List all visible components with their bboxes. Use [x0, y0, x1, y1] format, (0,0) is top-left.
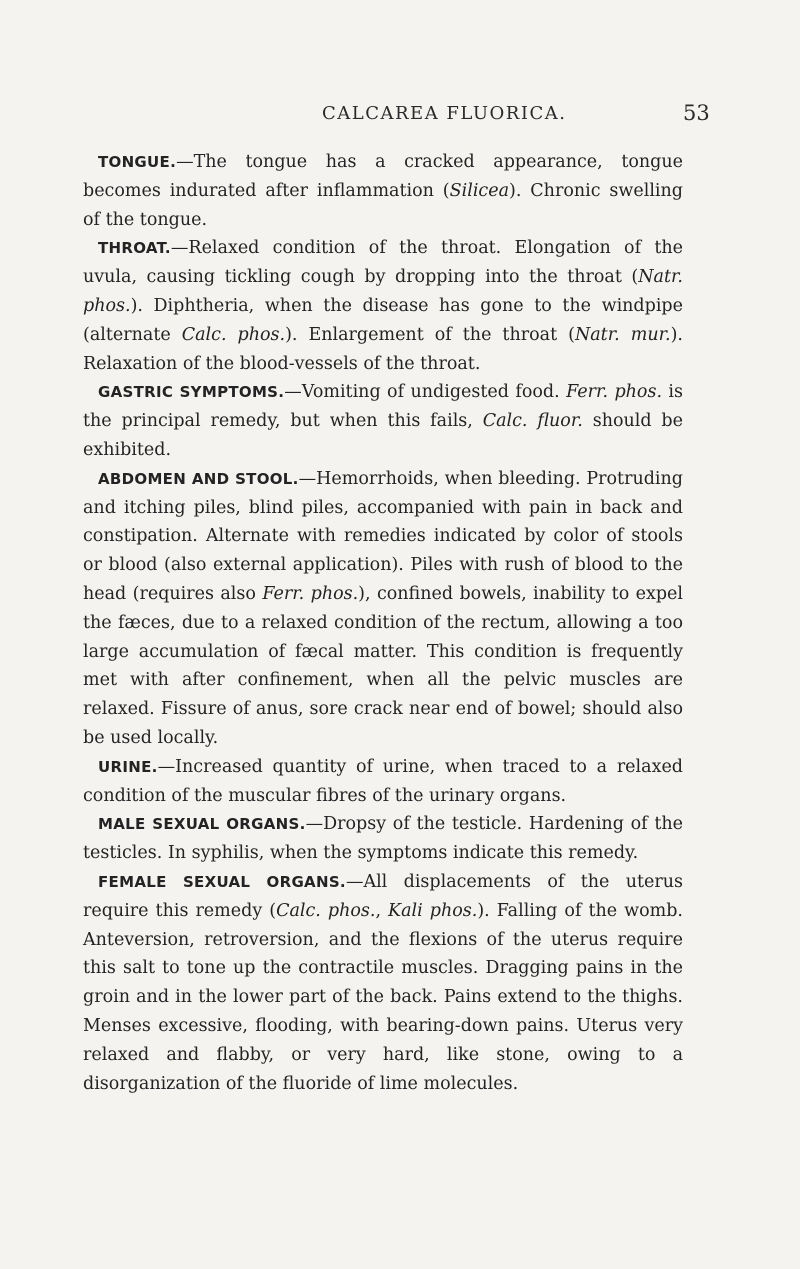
text-run: ). Chronic swelling of the tongue.: [83, 180, 683, 230]
remedy-name: Calc. fluor.: [482, 411, 583, 432]
section-male-sexual-organs: [83, 810, 683, 868]
section-abdomen-and-stool: [83, 465, 683, 753]
section-heading: FEMALE SEXUAL ORGANS.: [98, 872, 346, 891]
section-heading: THROAT.: [98, 239, 171, 258]
remedy-name: Ferr. phos.: [262, 583, 359, 604]
text-run: ). Relaxation of the blood-vessels of the throat.: [83, 324, 683, 374]
section-text: [83, 469, 683, 748]
section-text: [83, 238, 683, 373]
section-heading: GASTRIC SYMPTOMS.: [98, 383, 285, 402]
remedy-name: Calc. phos.: [276, 900, 376, 921]
text-run: —Dropsy of the testicle. Hardening of the testicles. In syphilis, when the symptoms indicate this remedy.: [83, 814, 684, 864]
section-heading: MALE SEXUAL ORGANS.: [98, 815, 306, 834]
remedy-name: Natr. phos.: [83, 267, 683, 316]
section-heading: TONGUE.: [98, 153, 177, 171]
page-header: [0, 103, 800, 133]
running-head: CALCAREA FLUORICA.: [322, 103, 567, 124]
text-run: ), confined bowels, inability to expel the fæces, due to a relaxed condition of the rectum, allowing a too large accumulation of fæcal matter. This condition is frequently met with after confinement, when all the pelvic muscles are relaxed. Fissure of anus, sore crack near end of bowel; should also be used locally.: [83, 583, 683, 748]
section-female-sexual-organs: [83, 868, 683, 1098]
remedy-name: Ferr. phos.: [566, 382, 663, 403]
remedy-name: Silicea: [449, 180, 510, 201]
text-run: ). Falling of the womb. Anteversion, retroversion, and the flexions of the uterus require this salt to tone up the contractile muscles. Dragging pains in the groin and in the lower part of the back. Pains extend to the thighs. Menses excessive, flooding, with bearing-down pains. Uterus very relaxed and flabby, or very hard, like stone, owing to a disorganization of the fluoride of lime molecules.: [83, 900, 683, 1094]
remedy-name: Natr. mur.: [574, 324, 671, 345]
text-run: —Hemorrhoids, when bleeding. Protruding and itching piles, blind piles, accompanied with pain in back and constipation. Alternate with remedies indicated by color of stools or blood (also external application). Piles with rush of blood to the head (requires also: [83, 468, 683, 604]
text-run: —Relaxed condition of the throat. Elongation of the uvula, causing tickling cough by dropping into the throat (: [83, 238, 683, 288]
page-number: 53: [683, 101, 710, 125]
text-run: ). Enlargement of the throat (: [285, 324, 575, 345]
section-heading: URINE.: [98, 757, 158, 776]
section-heading: ABDOMEN AND STOOL.: [98, 469, 299, 488]
text-run: —The tongue has a cracked appearance, tongue becomes indurated after inflammation (: [83, 152, 683, 201]
text-run: ,: [375, 900, 389, 921]
text-run: —Increased quantity of urine, when traced to a relaxed condition of the muscular fibres of the urinary organs.: [83, 756, 683, 806]
section-gastric-symptoms: [83, 378, 683, 464]
remedy-name: Calc. phos.: [181, 324, 286, 345]
page-body: [83, 148, 683, 1098]
section-throat: [83, 234, 683, 378]
section-text: [83, 872, 683, 1094]
remedy-name: Kali phos.: [388, 900, 478, 921]
text-run: —All displacements of the uterus require this remedy (: [83, 871, 684, 921]
text-run: should be exhibited.: [83, 411, 683, 460]
text-run: is the principal remedy, but when this fails,: [83, 382, 684, 432]
section-urine: [83, 753, 683, 811]
text-run: —Vomiting of undigested food.: [284, 382, 567, 403]
section-tongue: [83, 148, 683, 234]
text-run: ). Diphtheria, when the disease has gone to the windpipe (alternate: [83, 295, 683, 345]
section-text: [83, 757, 683, 806]
